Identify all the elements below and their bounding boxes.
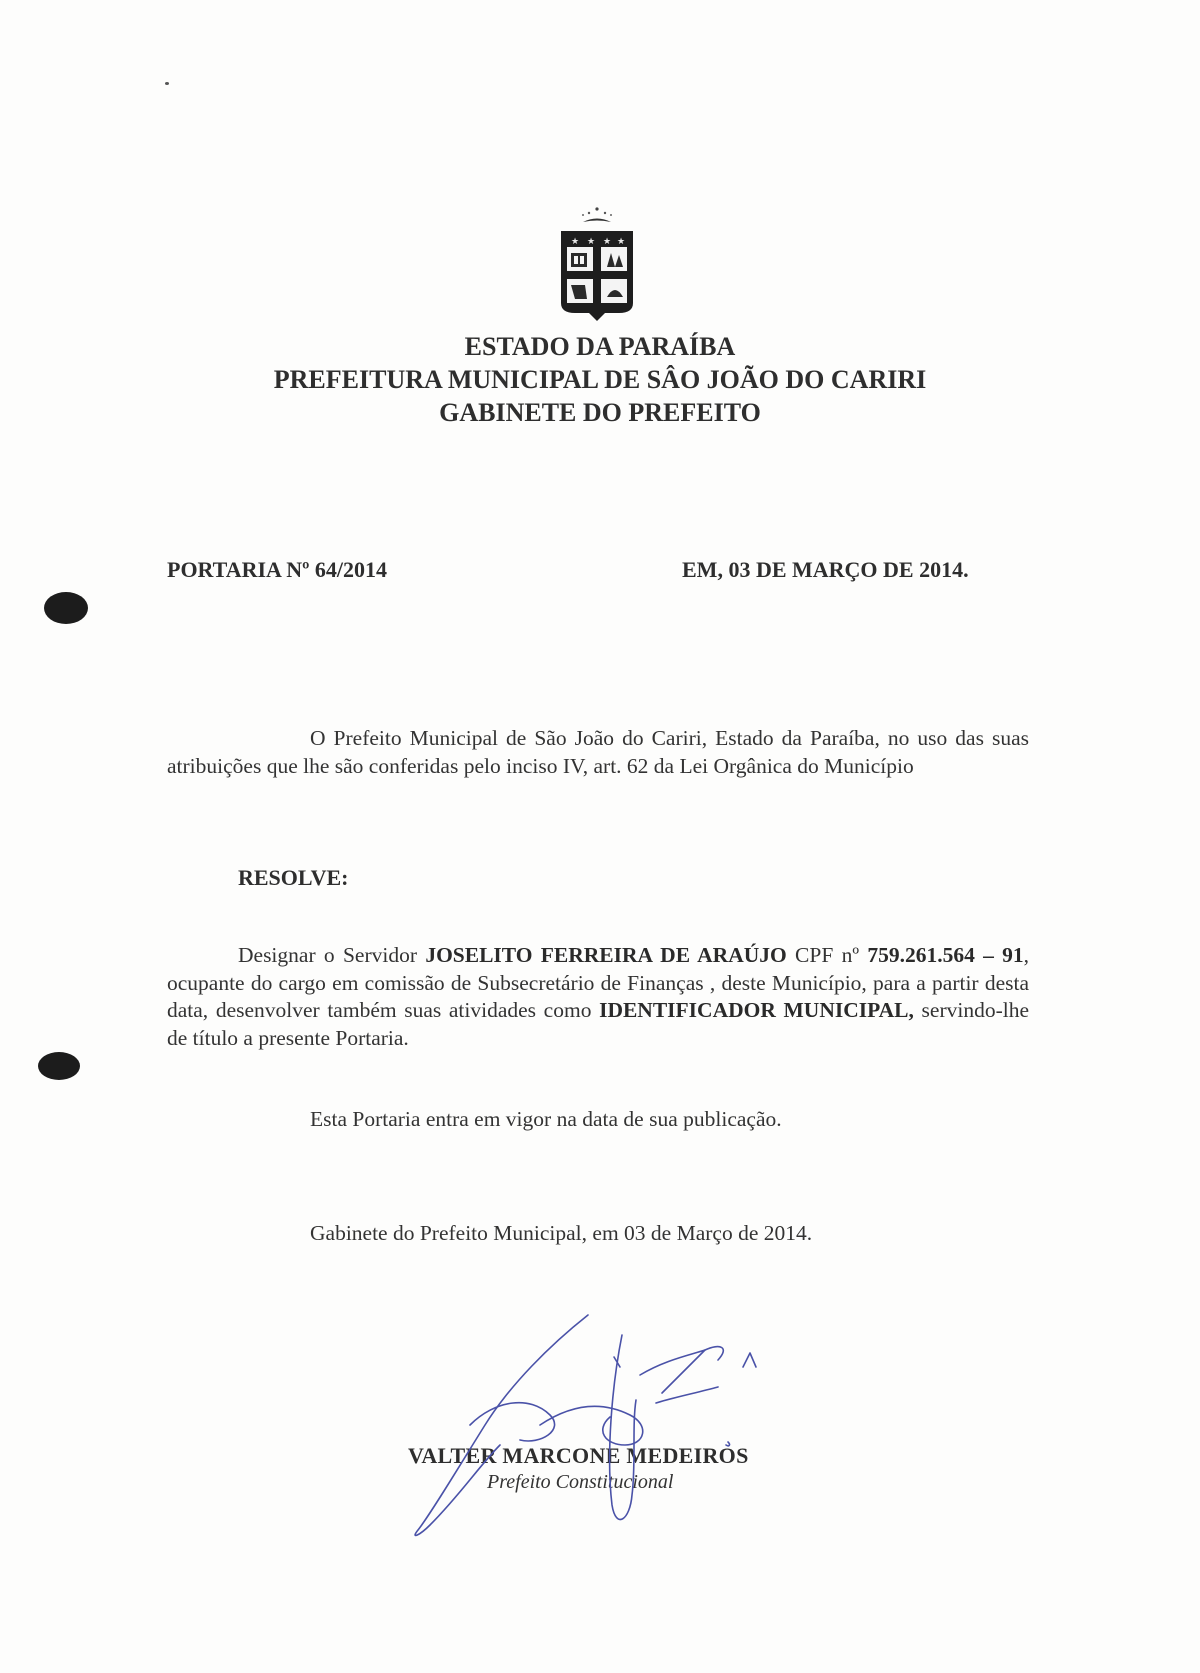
header-state: ESTADO DA PARAÍBA bbox=[464, 332, 736, 361]
svg-text:★: ★ bbox=[602, 236, 612, 246]
servant-cpf: 759.261.564 – 91 bbox=[867, 943, 1024, 967]
signatory-name: VALTER MARCONE MEDEIROS bbox=[408, 1443, 749, 1468]
portaria-number: PORTARIA Nº 64/2014 bbox=[167, 557, 387, 582]
resolution-paragraph bbox=[167, 942, 1029, 1052]
closing-line: Gabinete do Prefeito Municipal, em 03 de Março de 2014. bbox=[310, 1221, 813, 1245]
body-text-3: , ocupante do cargo em comissão de Subsecretário de Finanças , deste Município, para a partir desta data, desenvolver também suas atividades como bbox=[167, 943, 1030, 1022]
document-header bbox=[0, 330, 1200, 429]
signatory-title: Prefeito Constitucional bbox=[487, 1471, 674, 1493]
intro-paragraph: O Prefeito Municipal de São João do Cariri, Estado da Paraíba, no uso das suas atribuições que lhe são conferidas pelo inciso IV, art. 62 da Lei Orgânica do Município bbox=[167, 726, 1029, 778]
portaria-date: EM, 03 DE MARÇO DE 2014. bbox=[682, 557, 969, 582]
handwritten-signature bbox=[400, 1305, 790, 1545]
svg-text:★: ★ bbox=[586, 236, 596, 246]
punch-hole-bottom bbox=[38, 1052, 80, 1080]
effective-clause: Esta Portaria entra em vigor na data de sua publicação. bbox=[310, 1107, 782, 1131]
punch-hole-top bbox=[44, 592, 88, 624]
body-text-4: servindo-lhe de título a presente Portaria. bbox=[167, 998, 1030, 1050]
svg-text:★: ★ bbox=[570, 236, 580, 246]
servant-role: IDENTIFICADOR MUNICIPAL, bbox=[599, 998, 914, 1022]
servant-name: JOSELITO FERREIRA DE ARAÚJO bbox=[425, 943, 787, 967]
svg-text:★: ★ bbox=[616, 236, 626, 246]
municipal-coat-of-arms-icon bbox=[553, 205, 641, 327]
scan-speck bbox=[165, 82, 169, 85]
body-text-2: CPF nº bbox=[786, 943, 868, 967]
body-text-1: Designar o Servidor bbox=[238, 943, 426, 967]
resolve-heading: RESOLVE: bbox=[238, 865, 349, 890]
header-office: GABINETE DO PREFEITO bbox=[439, 398, 761, 427]
header-prefecture: PREFEITURA MUNICIPAL DE SÂO JOÃO DO CARIRI bbox=[273, 365, 927, 394]
